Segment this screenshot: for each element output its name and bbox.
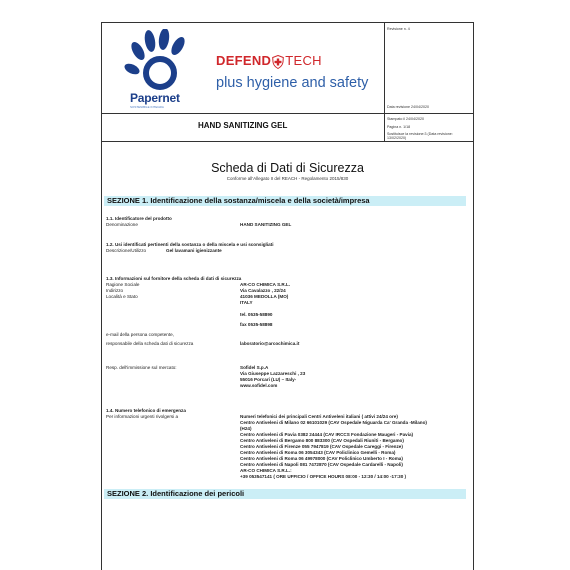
s11-label: Denominazione xyxy=(106,222,138,227)
brand-name: Papernet xyxy=(130,91,180,105)
s14-title: 1.4. Numero telefonico di emergenza xyxy=(106,408,186,413)
s13-title: 1.3. Informazioni sul fornitore della scheda di dati di sicurezza xyxy=(106,276,242,281)
document-title: Scheda di Dati di Sicurezza xyxy=(211,161,364,175)
sds-page xyxy=(101,22,474,570)
section1-heading: SEZIONE 1. Identificazione della sostanza/miscela e della società/impresa xyxy=(104,196,466,206)
market-website[interactable]: www.sofidel.com xyxy=(240,383,278,388)
company-fax: fax 0535-58898 xyxy=(240,322,273,327)
header-divider-bottom xyxy=(102,141,473,142)
company-city: 41036 MEDOLLA (MO) xyxy=(240,294,289,299)
emergency-line: Centro Antiveleni di Firenze 055 7947819 (CAV Ospedale Careggi - Firenze) xyxy=(240,444,403,449)
market-street: Via Giuseppe Lazzareschi , 23 xyxy=(240,371,306,376)
defend-tech-logo xyxy=(216,53,322,69)
tech-word: TECH xyxy=(285,53,322,68)
emergency-line: Centro Antiveleni di Napoli 081 7472870 (CAV Ospedale Cardarelli - Napoli) xyxy=(240,462,403,467)
market-city: 55016 Porcari (LU) – Italy- xyxy=(240,377,297,382)
emergency-line: Centro Antiveleni di Roma 06 3054343 (CAV Policlinico Gemelli - Roma) xyxy=(240,450,396,455)
header-divider-vertical xyxy=(384,23,385,141)
emergency-line: Centro Antiveleni di Roma 06 49978000 (CAV Policlinico Umberto I - Roma) xyxy=(240,456,403,461)
emergency-line: Centro Antiveleni di Pavia 0382 24444 (CAV IRCCS Fondazione Maugeri - Pavia) xyxy=(240,432,414,437)
label-locality: Località e Stato xyxy=(106,294,138,299)
revision-date: Data revisione 24/04/2020 xyxy=(387,105,429,109)
revision-number: Revisione n. 4 xyxy=(387,27,410,31)
emergency-line: Centro Antiveleni di Bergamo 800 883300 (CAV Ospedali Riuniti - Bergamo) xyxy=(240,438,404,443)
label-company-name: Ragione Sociale xyxy=(106,282,140,287)
section2-heading: SEZIONE 2. Identificazione dei pericoli xyxy=(104,489,466,499)
product-name: HAND SANITIZING GEL xyxy=(198,121,288,130)
label-address: Indirizzo xyxy=(106,288,124,293)
emergency-line: AR-CO CHIMICA S.R.L.: xyxy=(240,468,292,473)
email-label-line1: e-mail della persona competente, xyxy=(106,332,174,337)
company-street: Via Cavalazzo , 22/24 xyxy=(240,288,286,293)
defend-word: DEFEND xyxy=(216,53,272,68)
tagline: plus hygiene and safety xyxy=(216,75,369,91)
replaces-revision-line1: Sostituisce la revisione:3 (Data revisione: xyxy=(387,132,453,136)
emergency-line: Numeri telefonici dei principali Centri Antiveleni italiani ( attivi 24/24 ore) xyxy=(240,414,398,419)
s12-value: Gel lavamani igienizzante xyxy=(166,248,222,253)
header-table xyxy=(102,23,473,141)
document-subtitle: Conforme all'Allegato II del REACH - Regolamento 2015/830 xyxy=(226,176,349,181)
emergency-line: Centro Antiveleni di Milano 02 66101029 (CAV Ospedale Niguarda Ca' Granda -Milano) xyxy=(240,420,427,425)
print-date: Stampato il 24/04/2020 xyxy=(387,117,424,121)
s12-label: Descrizione/Utilizzo xyxy=(106,248,147,253)
s12-title: 1.2. Usi identificati pertinenti della sostanza o della miscela e usi sconsigliati xyxy=(106,242,274,247)
brand-tagline: SOSTENIBILE INTEGRA xyxy=(130,105,164,109)
company-name: AR-CO CHIMICA S.R.L. xyxy=(240,282,291,287)
s11-value: HAND SANITIZING GEL xyxy=(240,222,292,227)
emergency-line: (H24) xyxy=(240,426,252,431)
s11-title: 1.1. Identificatore del prodotto xyxy=(106,216,172,221)
replaces-revision-line2: 13/02/2020) xyxy=(387,136,407,140)
header-divider-horizontal xyxy=(102,113,473,114)
market-label: Resp. dell'immissione sul mercato: xyxy=(106,365,177,370)
company-tel: tel. 0535-58890 xyxy=(240,312,273,317)
shield-cross-icon xyxy=(272,55,284,69)
page-number: Pagina n. 1/18 xyxy=(387,125,411,129)
company-country: ITALY xyxy=(240,300,253,305)
s14-label: Per informazioni urgenti rivolgersi a xyxy=(106,414,178,419)
emergency-line: +39 053547141 ( ORE UFFICIO / OFFICE HOURS 08:00 - 12:30 / 14:00 -17:30 ) xyxy=(240,474,407,479)
market-company: Sofidel S.p.A xyxy=(240,365,269,370)
email-value[interactable]: laboratorio@arcochimica.it xyxy=(240,341,300,346)
email-label-line2: responsabile della scheda dati di sicurezza xyxy=(106,341,194,346)
